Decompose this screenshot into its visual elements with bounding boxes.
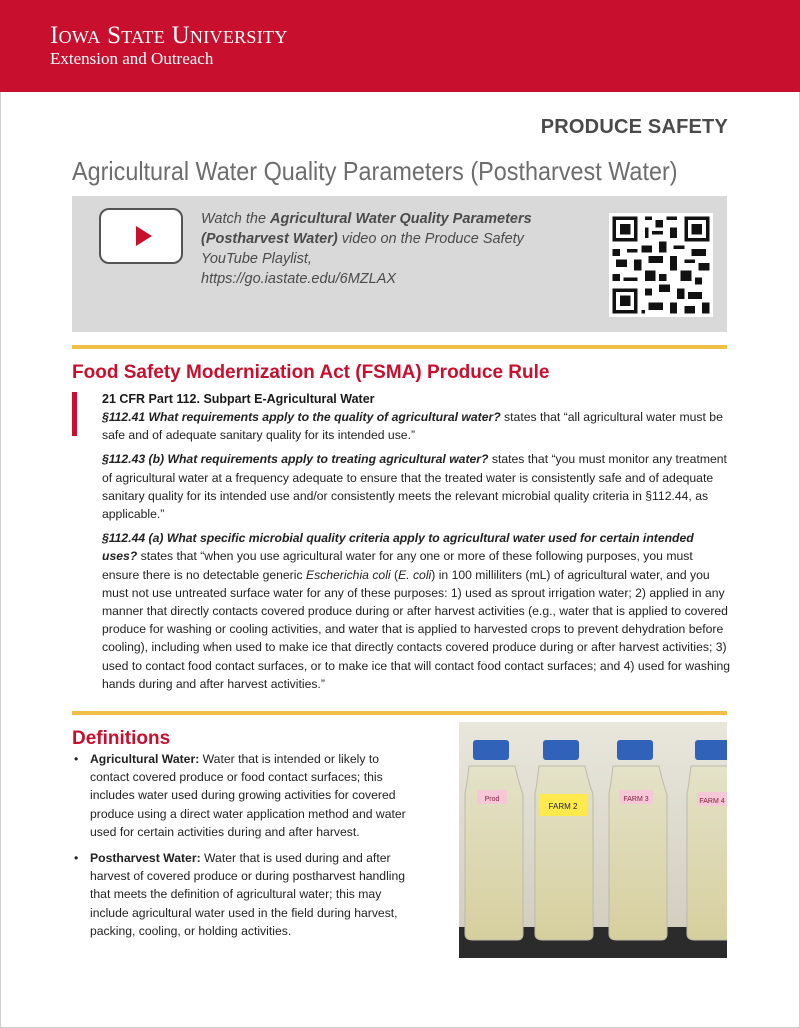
photo-label: FARM 4	[699, 798, 725, 805]
bottle-1	[465, 740, 523, 940]
definition-term: Agricultural Water:	[90, 752, 200, 766]
video-title: Agricultural Water Quality Parameters (Postharvest Water)	[201, 211, 532, 247]
definition-text: Water that is used during and after harvest of covered produce or during postharvest handling that meets the definition of agricultural water; this may include agricultural water used in the field during harvest, packing, cooling, or holding activities.	[90, 851, 406, 938]
paragraph-112-43	[102, 450, 732, 523]
section-divider	[72, 345, 727, 349]
video-url[interactable]: https://go.iastate.edu/6MZLAX	[201, 271, 397, 287]
accent-bar	[72, 392, 77, 436]
bullet-icon: •	[74, 851, 79, 866]
section-ref: §112.44 (a) What specific microbial quality criteria apply to agricultural water used for certain intended uses?	[102, 531, 694, 564]
play-triangle-icon	[136, 226, 152, 246]
paragraph-112-44	[102, 529, 732, 693]
paragraph-112-41	[102, 408, 732, 444]
video-description	[201, 209, 581, 289]
video-text-suffix: video on the Produce Safety YouTube Playlist,	[201, 231, 524, 267]
university-name: Iowa State University	[50, 22, 288, 49]
species-name: Escherichia coli	[305, 567, 391, 582]
unit-name: Extension and Outreach	[50, 49, 214, 68]
paragraph-text: ) in 100 milliliters (mL) of agricultural water, and you must not use untreated surface water for any of these purposes: 1) used as sprout irrigation water; 2) applied in any manner that directly contacts covered produce during or after harvest activities (e.g., water that is applied to covered produce for washing or cooling activities, and water that is applied to harvested crops to prevent dehydration before cooling), including when used to make ice that directly contacts covered produce during or after harvest activities; 3) used to contact food contact surfaces, or to make ice that will contact food contact surfaces; and 4) used for washing hands during and after harvest activities.”	[102, 567, 730, 691]
species-abbrev: E. coli	[398, 567, 432, 582]
page-title: Agricultural Water Quality Parameters (Postharvest Water)	[72, 156, 678, 186]
fsma-section	[72, 390, 732, 699]
bullet-icon: •	[74, 752, 79, 766]
bottle-3	[609, 740, 667, 940]
bottle-4	[687, 740, 727, 940]
photo-label: Prod	[484, 796, 500, 803]
paragraph-text: states that “when you use agricultural water for any one or more of these following purposes, you must ensure there is no detectable generic	[102, 549, 693, 582]
video-text-prefix: Watch the	[201, 211, 271, 227]
paragraph-text: states that “you must monitor any treatment of agricultural water at a frequency adequate to ensure that the treated water is consistently safe and of adequate sanitary quality for its intended use and/or consistently meets the relevant microbial quality criteria in §112.44, as applicable.”	[102, 452, 727, 522]
cfr-reference: 21 CFR Part 112. Subpart E-Agricultural Water	[102, 392, 375, 406]
play-icon[interactable]	[99, 208, 183, 264]
paragraph-text: (	[390, 567, 399, 582]
header-banner	[0, 0, 800, 92]
list-item	[72, 750, 412, 841]
qr-code-icon	[609, 213, 713, 317]
section-ref: §112.41 What requirements apply to the quality of agricultural water?	[102, 410, 501, 424]
fsma-heading: Food Safety Modernization Act (FSMA) Produce Rule	[72, 362, 550, 383]
definitions-list	[72, 750, 412, 948]
video-callout	[72, 196, 727, 332]
definition-text: Water that is intended or likely to contact covered produce or food contact surfaces; this includes water used during growing activities for covered produce using a direct water application method and water used for certain activities during and after harvest.	[90, 752, 406, 839]
photo-label: FARM 3	[623, 796, 649, 803]
series-label: PRODUCE SAFETY	[540, 116, 728, 138]
definition-term: Postharvest Water:	[90, 851, 201, 866]
bottle-2	[535, 740, 593, 940]
paragraph-text: states that “all agricultural water must be safe and of adequate sanitary quality for its intended use.”	[102, 410, 723, 443]
list-item	[72, 849, 412, 940]
water-samples-photo	[459, 722, 727, 958]
definitions-heading: Definitions	[72, 728, 171, 749]
section-ref: §112.43 (b) What requirements apply to treating agricultural water?	[102, 452, 489, 467]
photo-label: FARM 2	[548, 802, 578, 811]
section-divider	[72, 711, 727, 715]
